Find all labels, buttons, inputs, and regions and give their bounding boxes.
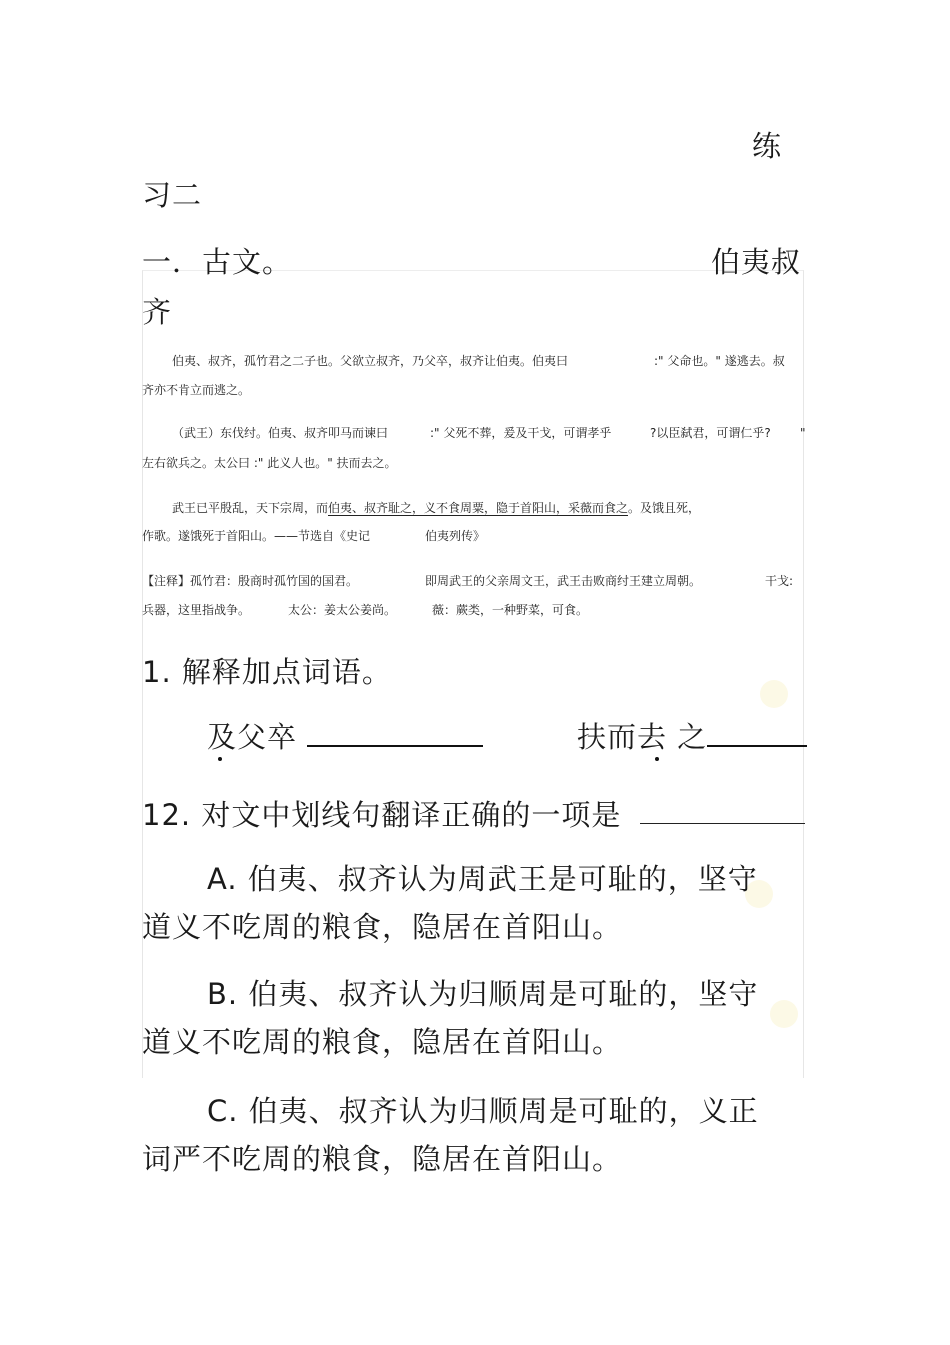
option-a-line2: 道义不吃周的粮食，隐居在首阳山。 — [142, 910, 623, 944]
q1-answer-blank-1[interactable] — [307, 745, 483, 747]
note-5: 太公：姜太公姜尚。 — [288, 603, 397, 617]
option-a-line1: A. 伯夷、叔齐认为周武王是可耻的，坚守 — [207, 862, 758, 896]
passage-p3-text-c: 。及饿且死， — [628, 501, 701, 515]
option-b-line2: 道义不吃周的粮食，隐居在首阳山。 — [142, 1025, 623, 1059]
q1-item2 — [577, 715, 807, 756]
q1-item1 — [207, 715, 483, 756]
q1-answer-blank-2[interactable] — [707, 745, 807, 747]
passage-title-2: 齐 — [142, 295, 173, 329]
q2-answer-blank[interactable] — [640, 823, 805, 824]
note-3: 干戈: — [765, 574, 794, 588]
passage-p3-line2b: 伯夷列传》 — [425, 529, 486, 543]
title-part2: 习二 — [142, 178, 203, 212]
passage-p3-text-a: 武王已平殷乱，天下宗周，而 — [172, 501, 329, 515]
title-part1: 练 — [752, 129, 783, 163]
section-heading: 一．古文。 — [142, 245, 293, 279]
passage-p2-line1b: :" 父死不葬，爰及干戈，可谓孝乎 — [430, 426, 612, 440]
passage-p3-line2a: 作歌。遂饿死于首阳山。——节选自《史记 — [142, 529, 371, 543]
option-c-line2: 词严不吃周的粮食，隐居在首阳山。 — [142, 1142, 623, 1176]
q1-item2-label: 扶而去 之 — [577, 720, 708, 754]
emphasis-dot — [218, 757, 222, 761]
note-4: 兵器，这里指战争。 — [142, 603, 251, 617]
option-c-line1: C. 伯夷、叔齐认为归顺周是可耻的，义正 — [207, 1094, 759, 1128]
emphasis-dot — [655, 757, 659, 761]
passage-p3-line1 — [172, 494, 700, 523]
passage-p1-line1: 伯夷、叔齐，孤竹君之二子也。父欲立叔齐，乃父卒，叔齐让伯夷。伯夷曰 — [172, 354, 569, 368]
option-b-line1: B. 伯夷、叔齐认为归顺周是可耻的，坚守 — [207, 977, 759, 1011]
passage-title-1: 伯夷叔 — [711, 245, 802, 279]
passage-p2-line2: 左右欲兵之。太公曰 :" 此义人也。" 扶而去之。 — [142, 456, 397, 470]
note-2: 即周武王的父亲周文王，武王击败商纣王建立周朝。 — [425, 574, 702, 588]
q2-prompt: 12. 对文中划线句翻译正确的一项是 — [142, 798, 622, 832]
passage-p2-line1d: " — [800, 426, 806, 440]
q1-item1-label: 及父卒 — [207, 720, 298, 754]
q1-prompt: 1. 解释加点词语。 — [142, 655, 392, 689]
note-6: 薇：蕨类，一种野菜，可食。 — [432, 603, 589, 617]
page-stain — [770, 1000, 798, 1028]
underlined-sentence: 伯夷、叔齐耻之，义不食周粟，隐于首阳山，采薇而食之 — [328, 501, 629, 515]
passage-p2-line1c: ?以臣弑君，可谓仁乎? — [650, 426, 771, 440]
passage-p1-line1b: :" 父命也。" 遂逃去。叔 — [654, 354, 785, 368]
passage-p1-line2: 齐亦不肯立而逃之。 — [142, 383, 251, 397]
passage-p2-line1a: （武王）东伐纣。伯夷、叔齐叩马而谏曰 — [172, 426, 389, 440]
page-stain — [760, 680, 788, 708]
note-1: 【注释】孤竹君：殷商时孤竹国的国君。 — [142, 574, 359, 588]
